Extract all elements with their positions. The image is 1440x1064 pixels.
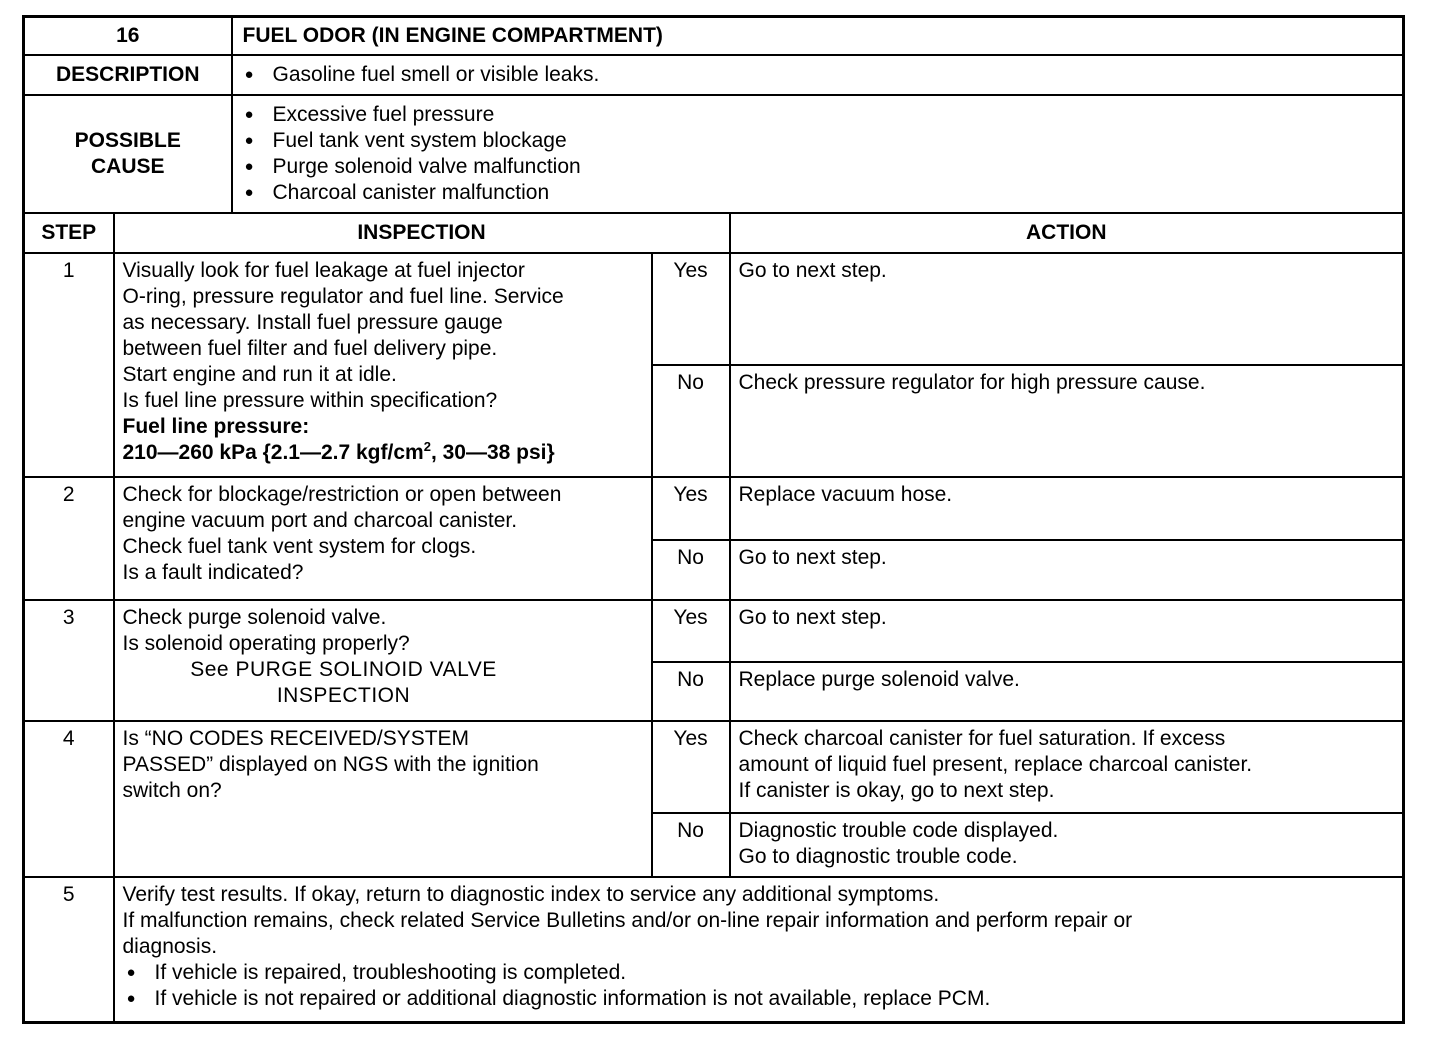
step-5-row: [24, 877, 1404, 1023]
troubleshooting-table: [22, 15, 1405, 1024]
yes-label: Yes: [652, 600, 730, 662]
step-3-yes-row: [24, 600, 1404, 662]
description-label: DESCRIPTION: [24, 55, 232, 95]
description-content: [232, 55, 1404, 95]
cause-item: ● Fuel tank vent system blockage: [245, 128, 1403, 154]
yes-action: Go to next step.: [730, 600, 1404, 662]
no-label: No: [652, 662, 730, 721]
step-number: 4: [24, 721, 114, 877]
spec-label: Fuel line pressure:: [122, 414, 310, 438]
cause-item: ● Charcoal canister malfunction: [245, 180, 1403, 206]
step-inspection: Check purge solenoid valve. Is solenoid operating properly? See PURGE SOLINOID VALVE INSPECTION: [114, 600, 652, 721]
cause-item: ● Purge solenoid valve malfunction: [245, 154, 1403, 180]
yes-label: Yes: [652, 253, 730, 365]
yes-action: Go to next step.: [730, 253, 1404, 365]
step-4-yes-row: [24, 721, 1404, 813]
see-reference-cont: INSPECTION: [276, 683, 411, 707]
yes-label: Yes: [652, 721, 730, 813]
no-action: Check pressure regulator for high pressure cause.: [730, 365, 1404, 477]
step-2-yes-row: [24, 477, 1404, 540]
yes-action: Replace vacuum hose.: [730, 477, 1404, 540]
description-row: [24, 55, 1404, 95]
action-column-header: ACTION: [730, 213, 1404, 253]
spec-value: 210—260 kPa {2.1—2.7 kgf/$cm^2$, 30—38 psi}: [122, 438, 555, 464]
no-action: Replace purge solenoid valve.: [730, 662, 1404, 721]
step-inspection: Check for blockage/restriction or open between engine vacuum port and charcoal canister. Check fuel tank vent system for clogs. Is a fault indicated?: [114, 477, 652, 600]
step-number: 5: [24, 877, 114, 1023]
step-inspection: Is “NO CODES RECEIVED/SYSTEM PASSED” displayed on NGS with the ignition switch on?: [114, 721, 652, 877]
symptom-title: FUEL ODOR (IN ENGINE COMPARTMENT): [232, 17, 1404, 55]
no-action: Go to next step.: [730, 540, 1404, 600]
step-number: 1: [24, 253, 114, 477]
yes-action: Check charcoal canister for fuel saturation. If excess amount of liquid fuel present, replace charcoal canister. If canister is okay, go to next step.: [730, 721, 1404, 813]
symptom-number: 16: [24, 17, 232, 55]
result-item: ● If vehicle is not repaired or additional diagnostic information is not available, replace PCM.: [127, 986, 1397, 1012]
step-number: 2: [24, 477, 114, 600]
column-header-row: [24, 213, 1404, 253]
possible-cause-label: POSSIBLE CAUSE: [24, 95, 232, 213]
header-row: [24, 17, 1404, 55]
no-label: No: [652, 365, 730, 477]
step-column-header: STEP: [24, 213, 114, 253]
description-list: [233, 60, 1403, 90]
possible-cause-content: [232, 95, 1404, 213]
possible-cause-list: [233, 100, 1403, 208]
cause-item: ● Excessive fuel pressure: [245, 102, 1403, 128]
possible-cause-row: [24, 95, 1404, 213]
result-item: ● If vehicle is repaired, troubleshooting is completed.: [127, 960, 1397, 986]
no-action: Diagnostic trouble code displayed. Go to diagnostic trouble code.: [730, 813, 1404, 877]
step-5-bullets: [123, 960, 1397, 1014]
no-label: No: [652, 813, 730, 877]
step-inspection: Visually look for fuel leakage at fuel injector O-ring, pressure regulator and fuel line. Service as necessary. Install fuel pressure gauge between fuel filter and fuel delivery pipe. Start engine and run it at idle. Is fuel line pressure within specification? Fuel line pressure: 210—260 kPa {2.1—2.7 kgf/$cm^2$, 30—38 psi}: [114, 253, 652, 477]
description-item: ● Gasoline fuel smell or visible leaks.: [245, 62, 1403, 88]
inspection-column-header: INSPECTION: [114, 213, 730, 253]
no-label: No: [652, 540, 730, 600]
step-number: 3: [24, 600, 114, 721]
step-5-content: Verify test results. If okay, return to diagnostic index to service any additional symptoms. If malfunction remains, check related Service Bulletins and/or on-line repair information and perform repair or diagnosis. ● If vehicle is repaired, troubleshooting is completed. ● If vehicle is not repaired or additional diagnostic information is not available, replace PCM.: [114, 877, 1404, 1023]
yes-label: Yes: [652, 477, 730, 540]
see-reference: See PURGE SOLINOID VALVE: [190, 657, 497, 681]
step-1-yes-row: [24, 253, 1404, 365]
